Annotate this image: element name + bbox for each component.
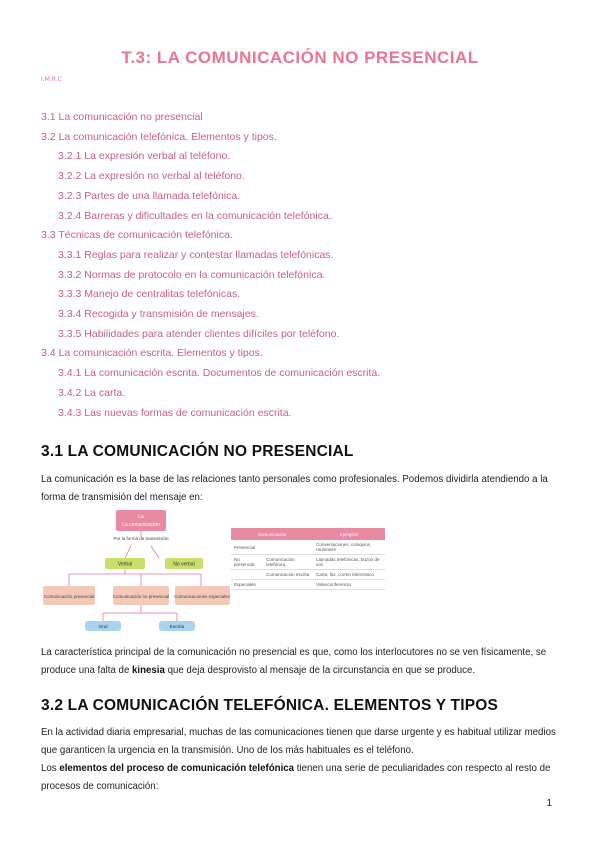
diagram-oral-label: Oral bbox=[98, 625, 108, 630]
table-header-ejemplos: Ejemplos bbox=[313, 528, 385, 540]
toc-entry[interactable]: 3.2 La comunicación telefónica. Elementos y tipos. bbox=[41, 130, 277, 143]
author-initials: I.M.R.C bbox=[41, 76, 62, 83]
toc-entry[interactable]: 3.3 Técnicas de comunicación telefónica. bbox=[41, 229, 233, 242]
table-of-contents bbox=[41, 108, 380, 423]
elementos-term: elementos del proceso de comunicación telefónica bbox=[59, 763, 295, 774]
section-heading-3-2: 3.2 LA COMUNICACIÓN TELEFÓNICA. ELEMENTOS Y TIPOS bbox=[41, 697, 499, 714]
toc-entry[interactable]: 3.3.2 Normas de protocolo en la comunicación telefónica. bbox=[58, 268, 326, 281]
table-header-comunicacion: Comunicación bbox=[231, 528, 313, 540]
toc-entry[interactable]: 3.3.3 Manejo de centralitas telefónicas. bbox=[58, 288, 241, 301]
table-row bbox=[231, 580, 385, 590]
table-row bbox=[231, 555, 385, 570]
table-cell: Comunicación escrita bbox=[263, 570, 313, 580]
table-cell bbox=[231, 570, 263, 580]
diagram-leaf2-label: Comunicación no presencial bbox=[112, 594, 170, 599]
toc-entry[interactable]: 3.4.2 La carta. bbox=[58, 386, 126, 399]
table-cell: Llamadas telefónicas, buzón de voz bbox=[313, 555, 385, 570]
table-cell bbox=[263, 580, 313, 590]
table-row bbox=[231, 570, 385, 580]
table-cell: Carta, fax, correo electrónico bbox=[313, 570, 385, 580]
diagram-root-label: La comunicación bbox=[122, 522, 160, 528]
page-number: 1 bbox=[546, 798, 552, 809]
diagram-leaf3-label: Comunicaciones especiales bbox=[174, 594, 230, 599]
toc-entry[interactable]: 3.2.3 Partes de una llamada telefónica. bbox=[58, 189, 241, 202]
toc-entry[interactable]: 3.1 La comunicación no presencial bbox=[41, 111, 203, 123]
toc-entry[interactable]: 3.2.1 La expresión verbal al teléfono. bbox=[58, 150, 231, 163]
section-3-1-intro: La comunicación es la base de las relaciones tanto personales como profesionales. Podemos dividirla atendiendo a la forma de transmisión del mensaje en: bbox=[41, 474, 548, 503]
toc-entry[interactable]: 3.3.5 Habilidades para atender clientes difíciles por teléfono. bbox=[58, 327, 340, 340]
kinesia-term: kinesia bbox=[132, 665, 165, 676]
diagram-leaf1-label: Comunicación presencial bbox=[43, 594, 95, 599]
svg-text:La: La bbox=[138, 514, 144, 520]
table-row bbox=[231, 540, 385, 555]
toc-entry[interactable]: 3.2.4 Barreras y dificultades en la comunicación telefónica. bbox=[58, 209, 332, 222]
table-cell: Videoconferencia bbox=[313, 580, 385, 590]
communication-diagram bbox=[41, 506, 236, 641]
table-cell: Comunicación telefónica bbox=[263, 555, 313, 570]
toc-entry[interactable]: 3.2.2 La expresión no verbal al teléfono. bbox=[58, 170, 245, 183]
toc-entry[interactable]: 3.4 La comunicación escrita. Elementos y tipos. bbox=[41, 347, 263, 360]
diagram-no-verbal-label: No verbal bbox=[173, 561, 195, 568]
toc-entry[interactable]: 3.3.4 Recogida y transmisión de mensajes. bbox=[58, 308, 259, 321]
diagram-root-note: Por la forma de transmisión bbox=[113, 536, 169, 541]
section-3-2-paragraph-1: En la actividad diaria empresarial, muchas de las comunicaciones tienen que darse urgente y es habitual utilizar medios que garanticen la urgencia en la transmisión. Uno de los más habituales es el teléfono. bbox=[41, 727, 556, 756]
diagram-escrita-label: Escrita bbox=[169, 625, 185, 630]
table-cell bbox=[263, 540, 313, 555]
table-cell: Conversaciones, coloquios, reuniones bbox=[313, 540, 385, 555]
page-title: T.3: LA COMUNICACIÓN NO PRESENCIAL bbox=[121, 48, 479, 67]
table-cell: Presencial bbox=[231, 540, 263, 555]
section-3-2-paragraph-2: Los elementos del proceso de comunicación telefónica tienen una serie de peculiaridades con respecto al resto de procesos de comunicación: bbox=[41, 763, 551, 792]
toc-entry[interactable]: 3.4.3 Las nuevas formas de comunicación escrita. bbox=[58, 406, 292, 419]
section-3-1-paragraph-2: La característica principal de la comunicación no presencial es que, como los interlocutores no se ven físicamente, se produce una falta de kinesia que deja desprovisto al mensaje de la circunstancia en que se produce. bbox=[41, 647, 547, 676]
toc-entry[interactable]: 3.4.1 La comunicación escrita. Documentos de comunicación escrita. bbox=[58, 367, 381, 380]
table-cell: Especiales bbox=[231, 580, 263, 590]
diagram-verbal-label: Verbal bbox=[117, 561, 133, 568]
table-cell: No presencial bbox=[231, 555, 263, 570]
toc-entry[interactable]: 3.3.1 Reglas para realizar y contestar llamadas telefónicas. bbox=[58, 248, 334, 261]
section-heading-3-1: 3.1 LA COMUNICACIÓN NO PRESENCIAL bbox=[41, 443, 354, 460]
communication-types-table bbox=[231, 528, 385, 590]
